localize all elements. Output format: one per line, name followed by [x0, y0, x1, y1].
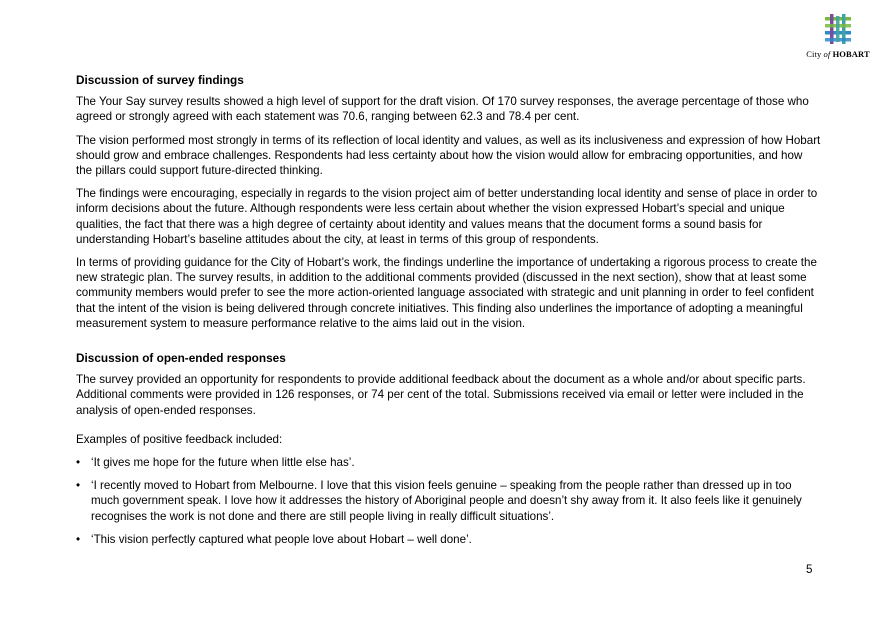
section-heading: Discussion of survey findings [76, 73, 244, 87]
feedback-list [76, 455, 821, 547]
paragraph: The survey provided an opportunity for respondents to provide additional feedback about the document as a whole and/or about specific parts. Additional comments were provided in 126 responses, or 74 per cent of the total. Submissions received via email or letter were included in the analysis of open-ended responses. [76, 373, 806, 417]
paragraph: The vision performed most strongly in terms of its reflection of local identity and values, as well as its inclusiveness and expression of how Hobart should grow and embrace challenges. Respondents had less certainty about how the vision would allow for embracing opportunities, and how the pillars could support future-directed thinking. [76, 133, 821, 178]
list-item [76, 532, 821, 547]
list-item-text: ‘It gives me hope for the future when little else has’. [91, 456, 355, 470]
list-item [76, 455, 821, 470]
paragraph: The Your Say survey results showed a high level of support for the draft vision. Of 170 survey responses, the average percentage of those who agreed or strongly agreed with each statement was 70.6, ranging between 62.3 and 78.4 per cent. [76, 95, 809, 124]
list-item-text: ‘This vision perfectly captured what people love about Hobart – well done’. [91, 532, 472, 546]
page-number: 5 [806, 563, 813, 576]
examples-intro: Examples of positive feedback included: [76, 432, 283, 446]
logo-wordmark [803, 49, 873, 59]
bullet-icon: • [76, 532, 81, 546]
paragraph: In terms of providing guidance for the City of Hobart’s work, the findings underline the importance of undertaking a rigorous process to create the new strategic plan. The survey results, in addition to the additional comments provided (discussed in the next section), show that at least some community members would prefer to see the more action-oriented language associated with strategic and unit planning in order to feel confident that the intent of the vision is being delivered through concrete initiatives. This finding also underlines the importance of adopting a meaningful measurement system to measure performance relative to the aims laid out in the vision. [76, 256, 817, 330]
list-item-text: ‘I recently moved to Hobart from Melbourne. I love that this vision feels genuine – speaking from the people rather than dressed up in too much government speak. I love how it addresses the history of Aboriginal people and doesn’t shy away from it. It also feels like it genuinely recognises the work is not done and there are still people living in really difficult situations’. [91, 479, 802, 523]
logo-of: of [823, 49, 831, 59]
bullet-icon: • [76, 456, 81, 470]
bullet-icon: • [76, 479, 81, 493]
hobart-grid-icon [821, 14, 855, 46]
open-ended-responses-section [76, 351, 821, 547]
city-of-hobart-logo [803, 14, 873, 64]
survey-findings-section [76, 73, 821, 331]
logo-prefix: City [806, 49, 822, 59]
logo-city-name: HOBART [832, 49, 870, 59]
section-spacer [76, 339, 821, 351]
paragraph: The findings were encouraging, especially in regards to the vision project aim of better understanding local identity and sense of place in order to inform decisions about the future. Although respondents were less certain about whether the vision expressed Hobart’s special and unique qualities, the fact that there was a high degree of certainty about identity and values means that the document forms a sound basis for understanding Hobart’s baseline attitudes about the city, at least in terms of this group of respondents. [76, 187, 818, 246]
section-heading: Discussion of open-ended responses [76, 351, 286, 366]
list-item [76, 478, 821, 524]
document-body [76, 73, 821, 555]
